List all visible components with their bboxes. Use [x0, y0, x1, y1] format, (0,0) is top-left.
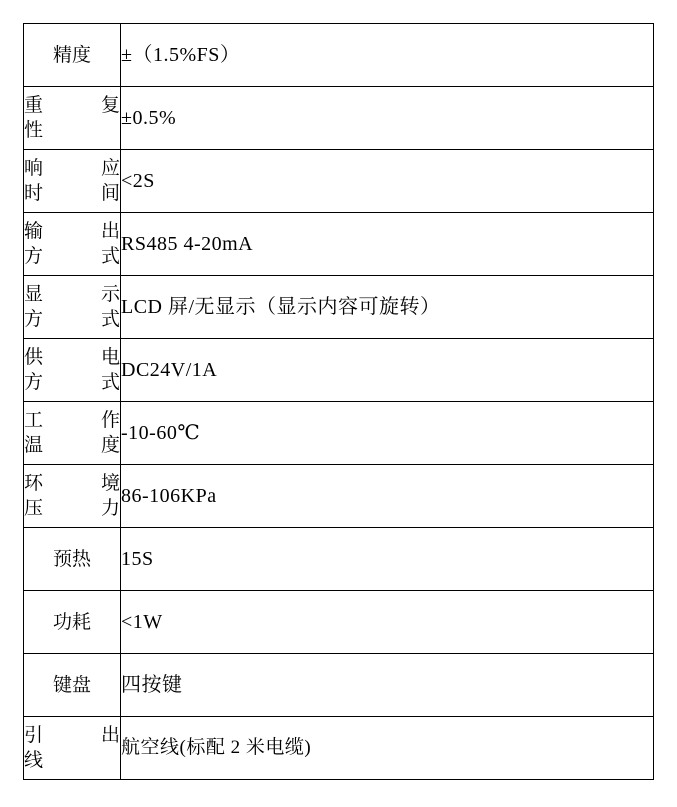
spec-label-text: 方 式: [24, 309, 120, 330]
spec-label-text: 重 复: [24, 95, 120, 116]
spec-value-cell: RS485 4-20mA: [121, 213, 654, 276]
spec-label-cell: [24, 402, 121, 465]
table-row: [24, 465, 654, 528]
spec-label-text: 显 示: [24, 284, 120, 305]
spec-value-cell: 四按键: [121, 654, 654, 717]
table-row: [24, 591, 654, 654]
table-row: [24, 654, 654, 717]
table-row: [24, 213, 654, 276]
table-row: [24, 402, 654, 465]
spec-value-cell: DC24V/1A: [121, 339, 654, 402]
spec-value-cell: LCD 屏/无显示（显示内容可旋转）: [121, 276, 654, 339]
spec-label-cell: [24, 213, 121, 276]
spec-label-cell: [24, 591, 121, 654]
spec-label-text: 时 间: [24, 183, 120, 204]
spec-label-cell: [24, 465, 121, 528]
spec-label-text: 引 出: [24, 725, 120, 746]
spec-label-text: 精度: [52, 44, 91, 66]
spec-label-text: 键盘: [52, 674, 91, 696]
table-row: [24, 528, 654, 591]
spec-label-cell: [24, 87, 121, 150]
spec-label-text: 温 度: [24, 435, 120, 456]
spec-label-cell: [24, 654, 121, 717]
spec-value-cell: <2S: [121, 150, 654, 213]
spec-value-cell: 86-106KPa: [121, 465, 654, 528]
spec-value-cell: 15S: [121, 528, 654, 591]
spec-label-cell: [24, 150, 121, 213]
spec-value-cell: ±（1.5%FS）: [121, 24, 654, 87]
spec-label-text: 功耗: [52, 611, 91, 633]
spec-label-text: 压 力: [24, 498, 120, 519]
spec-value-cell: 航空线(标配 2 米电缆): [121, 717, 654, 780]
table-row: [24, 24, 654, 87]
spec-label-cell: [24, 339, 121, 402]
spec-value-cell: -10-60℃: [121, 402, 654, 465]
table-row: [24, 339, 654, 402]
specification-table-body: [24, 24, 654, 780]
spec-label-text: 线: [24, 750, 44, 771]
spec-label-text: 方 式: [24, 246, 120, 267]
table-row: [24, 276, 654, 339]
spec-label-text: 响 应: [24, 158, 120, 179]
table-row: [24, 717, 654, 780]
spec-value-cell: ±0.5%: [121, 87, 654, 150]
spec-label-text: 输 出: [24, 221, 120, 242]
spec-label-text: 工 作: [24, 410, 120, 431]
table-row: [24, 87, 654, 150]
spec-label-cell: [24, 276, 121, 339]
spec-label-cell: [24, 717, 121, 780]
spec-label-text: 供 电: [24, 347, 120, 368]
spec-label-text: 预热: [52, 548, 91, 570]
spec-label-text: 方 式: [24, 372, 120, 393]
specification-table: [23, 23, 654, 780]
spec-label-text: 性: [24, 120, 44, 141]
spec-label-cell: [24, 24, 121, 87]
spec-value-cell: <1W: [121, 591, 654, 654]
spec-label-cell: [24, 528, 121, 591]
table-row: [24, 150, 654, 213]
spec-label-text: 环 境: [24, 473, 120, 494]
